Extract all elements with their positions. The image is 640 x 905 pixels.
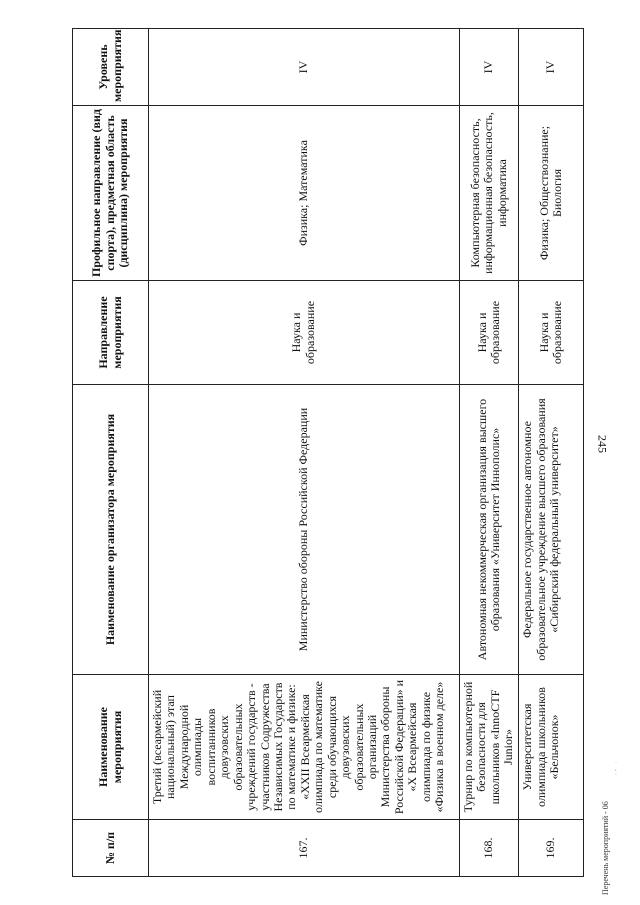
row-number: 167. [149, 820, 460, 877]
header-level: Уровень мероприятия [73, 29, 149, 106]
footer-note: Перечень мероприятий - 06 [601, 801, 610, 895]
event-profile: Физика; Обществознание; Биология [519, 106, 584, 281]
event-direction: Наука и образование [149, 281, 460, 385]
events-table [72, 28, 584, 877]
event-name: Турнир по компьютерной безопасности для школьников «InnoCTF Junior» [459, 675, 518, 820]
scan-specks: · , · [615, 760, 617, 778]
event-direction: Наука и образование [459, 281, 518, 385]
event-profile: Компьютерная безопасность, информационная безопасность, информатика [459, 106, 518, 281]
event-direction: Наука и образование [519, 281, 584, 385]
header-profile: Профильное направление (вид спорта), предметная область (дисциплина) мероприятия [73, 106, 149, 281]
organizer-name: Министерство обороны Российской Федерации [149, 385, 460, 675]
header-organizer: Наименование организатора мероприятия [73, 385, 149, 675]
table-header-row [73, 29, 149, 877]
event-level: IV [519, 29, 584, 106]
header-direction: Направление мероприятия [73, 281, 149, 385]
header-event-name: Наименование мероприятия [73, 675, 149, 820]
row-number: 168. [459, 820, 518, 877]
table-row [459, 29, 518, 877]
events-table-container [72, 29, 584, 877]
page-number: 245 [595, 435, 610, 453]
event-level: IV [459, 29, 518, 106]
event-profile: Физика; Математика [149, 106, 460, 281]
organizer-name: Автономная некоммерческая организация высшего образования «Университет Иннополис» [459, 385, 518, 675]
row-number: 169. [519, 820, 584, 877]
table-row [519, 29, 584, 877]
organizer-name: Федеральное государственное автономное образовательное учреждение высшего образования «Сибирский федеральный университет» [519, 385, 584, 675]
table-row [149, 29, 460, 877]
event-level: IV [149, 29, 460, 106]
event-name: Университетская олимпиада школьников «Бельчонок» [519, 675, 584, 820]
header-number: № п/п [73, 820, 149, 877]
event-name: Третий (всеармейский национальный) этап Международной олимпиады воспитанников довузовских образовательных учреждений государств - участников Содружества Независимых Государств по математике и физике: «XXII Всеармейская олимпиада по математике среди обучающихся довузовских образовательных организаций Министерства обороны Российской Федерации» и «X Всеармейская олимпиада по физике «Физика в военном деле» [149, 675, 460, 820]
